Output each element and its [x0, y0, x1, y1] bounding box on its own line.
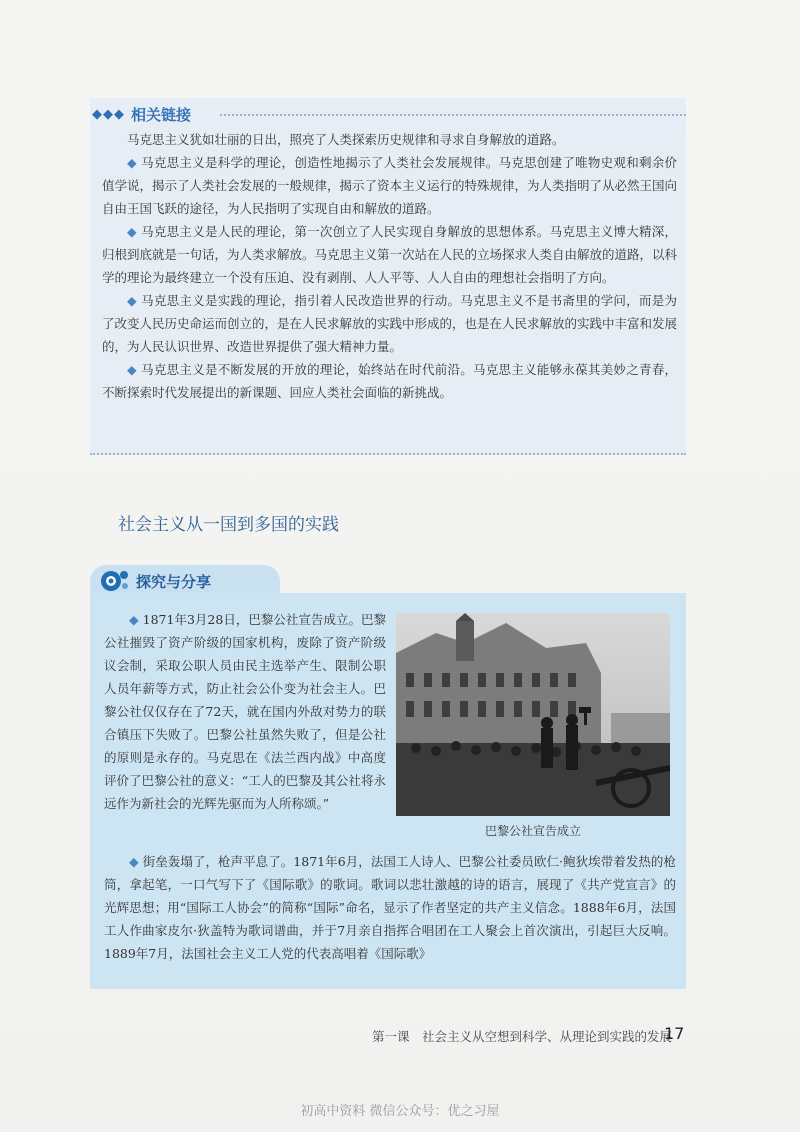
section-title: 社会主义从一国到多国的实践	[118, 515, 339, 535]
running-head: 第一课 社会主义从空想到科学、从理论到实践的发展	[372, 1029, 673, 1044]
explore-share-icon	[100, 568, 130, 594]
explore-paragraph-2: ◆ 街垒轰塌了，枪声平息了。1871年6月，法国工人诗人、巴黎公社委员欧仁·鲍狄埃带着发热的枪筒，拿起笔，一口气写下了《国际歌》的歌词。歌词以悲壮激越的诗的语言，展现了《共产党宣言》的光辉思想；用“国际工人协会”的简称“国际”命名，显示了作者坚定的共产主义信念。1888年6月，法国工人作曲家皮尔·狄盖特为歌词谱曲，并于7月亲自指挥合唱团在工人聚会上首次演出，引起巨大反响。1889年7月，法国社会主义工人党的代表高唱着《国际歌》	[104, 854, 676, 961]
diamond-bullets-icon: ◆◆◆	[92, 106, 125, 122]
page-number: 17	[664, 1024, 685, 1043]
related-paragraph: ◆ 马克思主义是科学的理论，创造性地揭示了人类社会发展规律。马克思创建了唯物史观和剩余价值学说，揭示了人类社会发展的一般规律，揭示了资本主义运行的特殊规律，为人类指明了从必然王国向自由王国飞跃的途径，为人民指明了实现自由和解放的道路。	[102, 155, 678, 216]
related-links-title: 相关链接	[131, 105, 192, 124]
related-paragraph: ◆ 马克思主义是不断发展的开放的理论，始终站在时代前沿。马克思主义能够永葆其美妙之青春，不断探索时代发展提出的新课题、回应人类社会面临的新挑战。	[102, 362, 677, 400]
bullet-diamond-icon: ◆	[129, 612, 139, 627]
related-paragraph: 马克思主义犹如壮丽的日出，照亮了人类探索历史规律和寻求自身解放的道路。	[127, 132, 565, 147]
related-paragraph: ◆ 马克思主义是人民的理论，第一次创立了人民实现自身解放的思想体系。马克思主义博大精深，归根到底就是一句话，为人类求解放。马克思主义第一次站在人民的立场探求人类自由解放的道路，以科学的理论为最终建立一个没有压迫、没有剥削、人人平等、人人自由的理想社会指明了方向。	[102, 224, 678, 285]
explore-title: 探究与分享	[136, 573, 212, 591]
dotted-divider-top	[220, 114, 686, 116]
photo-caption: 巴黎公社宣告成立	[484, 824, 581, 838]
related-paragraph: ◆ 马克思主义是实践的理论，指引着人民改造世界的行动。马克思主义不是书斋里的学问，而是为了改变人民历史命运而创立的，是在人民求解放的实践中形成的，也是在人民求解放的实践中丰富和发展的，为人民认识世界、改造世界提供了强大精神力量。	[102, 293, 678, 354]
dotted-divider-bottom	[90, 453, 686, 455]
bullet-diamond-icon: ◆	[127, 155, 137, 170]
bullet-diamond-icon: ◆	[127, 224, 137, 239]
explore-paragraph-1: ◆ 1871年3月28日，巴黎公社宣告成立。巴黎公社摧毁了资产阶级的国家机构，废除了资产阶级议会制，采取公职人员由民主选举产生、限制公职人员年薪等方式，防止社会公仆变为社会主人。巴黎公社仅仅存在了72天，就在国内外敌对势力的联合镇压下失败了。巴黎公社虽然失败了，但是公社的原则是永存的。马克思在《法兰西内战》中高度评价了巴黎公社的意义：“工人的巴黎及其公社将永远作为新社会的光辉先驱而为人所称颂。”	[104, 612, 386, 811]
bullet-diamond-icon: ◆	[127, 362, 137, 377]
related-links-header	[92, 104, 191, 124]
bullet-diamond-icon: ◆	[127, 293, 137, 308]
related-links-body	[102, 128, 677, 404]
watermark: 初高中资料 微信公众号：优之习屋	[300, 1104, 500, 1119]
paris-commune-photo	[396, 613, 670, 816]
bullet-diamond-icon: ◆	[129, 854, 139, 869]
